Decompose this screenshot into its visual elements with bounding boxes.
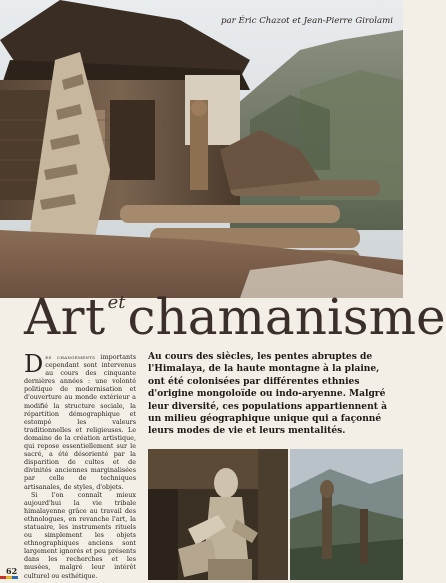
- photo-mountain-figure: [290, 449, 403, 580]
- title-word-art: Art: [24, 288, 106, 346]
- byline-prefix: par: [221, 16, 236, 26]
- hero-photo: [0, 0, 403, 298]
- hero-photo-illustration: [0, 0, 403, 298]
- photo-carved-figures: [148, 449, 288, 580]
- color-bar-illustration: [0, 576, 18, 579]
- photo-mountain-figure-illustration: [290, 449, 403, 580]
- title-word-chamanisme: chamanisme: [127, 288, 446, 346]
- body-paragraph-1-text: importants cependant sont intervenus au cours des cinquante dernières années : une volonté politique de modernisation et d'ouverture au monde extérieur a modifié la structure sociale, la répartition démographique et estompé les valeurs traditionnelles et religieuses. Le domaine de la création artistique, qui repose essentiellement sur le sacré, a été désorienté par la disparition de cultes et de divinités anciennes marginalisées par celle de techniques artisanales, de styles, d'objets.: [24, 353, 136, 491]
- opening-small-caps: es changements: [45, 353, 96, 361]
- lead-paragraph: Au cours des siècles, les pentes abruptes de l'Himalaya, de la haute montagne à la plaine, ont été colonisées par différentes ethnies d'origine mongoloïde ou indo-aryenne. Malgré leur diversité, ces populations appartiennent à un milieu géographique unique qui a façonné leurs modes de vie et leurs mentalités.: [148, 351, 387, 437]
- article-title: [24, 288, 446, 348]
- byline-authors: Éric Chazot et Jean-Pierre Girolami: [238, 16, 393, 26]
- drop-cap: D: [24, 350, 44, 378]
- title-superscript-et: et: [107, 292, 126, 313]
- body-paragraph-2: Si l'on connaît mieux aujourd'hui la vie tribale himalayenne grâce au travail des ethnologues, en revanche l'art, la statuaire, les instruments rituels ou simplement les objets ethnographiques anciens sont largement ignorés et peu présents dans les recherches et les musées, malgré leur intérêt culturel ou esthétique.: [24, 490, 136, 580]
- page-number: 62: [6, 566, 18, 576]
- byline: [221, 16, 393, 26]
- body-column: [24, 350, 136, 580]
- photo-carved-figures-illustration: [148, 449, 288, 580]
- body-paragraph-1: [24, 350, 136, 491]
